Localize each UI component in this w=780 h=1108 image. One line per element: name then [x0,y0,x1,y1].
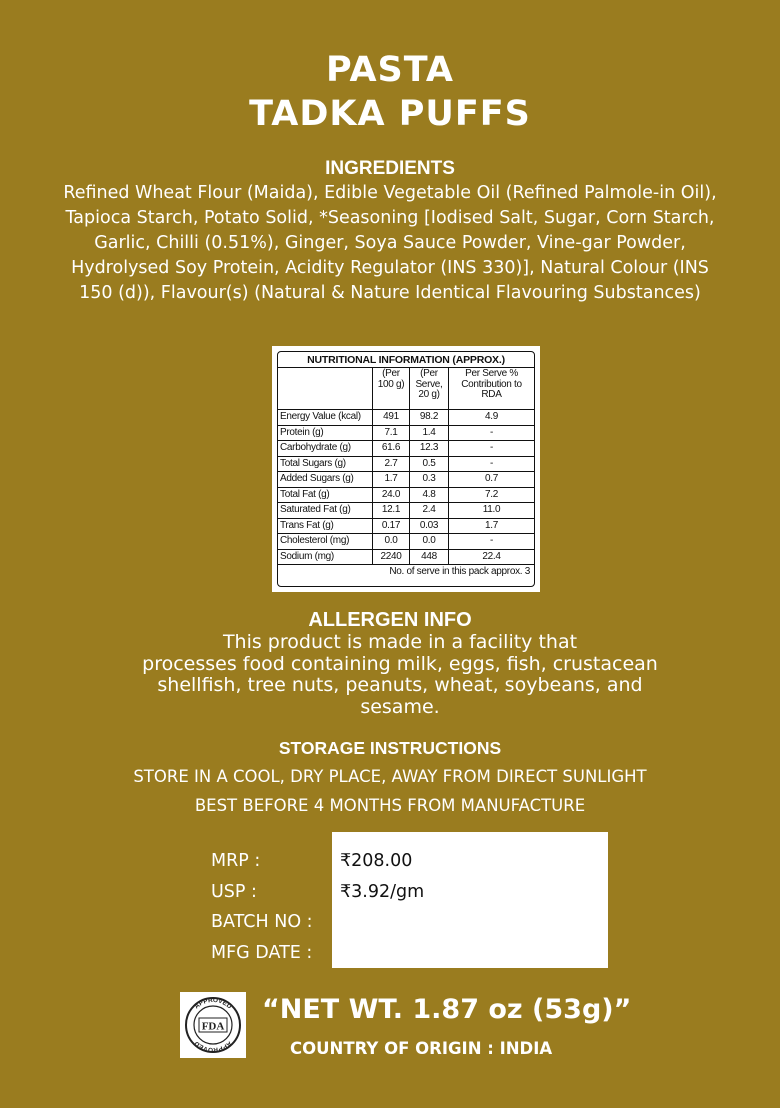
col-per-serve: (Per Serve, 20 g) [410,368,449,410]
product-title-line2: TADKA PUFFS [249,94,531,134]
rda-value: - [449,456,535,472]
usp-label: USP : [211,881,257,902]
rda-value: 1.7 [449,518,535,534]
per-100g-value: 2.7 [373,456,410,472]
rda-value: 7.2 [449,487,535,503]
nutrition-row [278,487,534,503]
nutrition-row [278,410,534,426]
per-serve-value: 0.0 [410,534,449,550]
allergen-line: sesame. [360,695,440,718]
per-100g-value: 0.17 [373,518,410,534]
per-serve-value: 448 [410,549,449,565]
rda-value: - [449,534,535,550]
storage-heading: STORAGE INSTRUCTIONS [278,738,502,758]
nutrition-table [278,368,534,565]
storage-line1: STORE IN A COOL, DRY PLACE, AWAY FROM DIRECT SUNLIGHT [133,767,647,786]
per-serve-value: 0.03 [410,518,449,534]
per-serve-value: 1.4 [410,425,449,441]
per-100g-value: 491 [373,410,410,426]
nutrient-name: Total Fat (g) [278,487,373,503]
per-100g-value: 0.0 [373,534,410,550]
rda-value: - [449,425,535,441]
nutrient-name: Trans Fat (g) [278,518,373,534]
nutrition-row [278,441,534,457]
nutrient-name: Energy Value (kcal) [278,410,373,426]
nutrient-name: Cholesterol (mg) [278,534,373,550]
rda-value: 0.7 [449,472,535,488]
fda-approved-badge [180,992,246,1058]
rda-value: 4.9 [449,410,535,426]
nutrition-row [278,503,534,519]
fda-seal-icon [180,992,246,1058]
nutrition-row [278,425,534,441]
per-100g-value: 2240 [373,549,410,565]
per-100g-value: 1.7 [373,472,410,488]
fda-bottom-text: APPROVED [193,1039,233,1054]
usp-value: ₹3.92/gm [340,881,425,902]
allergen-line: processes food containing milk, eggs, fish, crustacean [142,652,658,675]
mfg-date-label: MFG DATE : [211,942,313,963]
per-100g-value: 7.1 [373,425,410,441]
ingredients-text: Refined Wheat Flour (Maida), Edible Vegetable Oil (Refined Palmole-in Oil), Tapioca Starch, Potato Solid, *Seasoning [Iodised Salt, Sugar, Corn Starch, Garlic, Chilli (0.51%), Ginger, Soya Sauce Powder, Vine-gar Powder, Hydrolysed Soy Protein, Acidity Regulator (INS 330)], Natural Colour (INS 150 (d)), Flavour(s) (Natural & Nature Identical Flavouring Substances) [63,183,717,303]
nutrition-panel [272,346,540,592]
nutrition-row [278,456,534,472]
country-of-origin: COUNTRY OF ORIGIN : INDIA [290,1039,553,1058]
nutrient-name: Added Sugars (g) [278,472,373,488]
nutrition-row [278,472,534,488]
price-labels [211,846,313,968]
per-serve-value: 12.3 [410,441,449,457]
per-serve-value: 0.5 [410,456,449,472]
nutrition-footer: No. of serve in this pack approx. 3 [389,566,530,577]
mrp-label: MRP : [211,851,261,871]
nutrition-row [278,518,534,534]
nutrition-header-row [278,368,534,410]
allergen-text [90,632,710,718]
per-100g-value: 12.1 [373,503,410,519]
rda-value: - [449,441,535,457]
nutrient-name: Sodium (mg) [278,549,373,565]
nutrition-row [278,534,534,550]
per-100g-value: 24.0 [373,487,410,503]
nutrition-title: NUTRITIONAL INFORMATION (APPROX.) [278,352,534,368]
net-weight: “NET WT. 1.87 oz (53g)” [262,994,632,1025]
allergen-line: This product is made in a facility that [222,631,578,653]
ingredients-heading: INGREDIENTS [325,158,455,179]
per-serve-value: 2.4 [410,503,449,519]
storage-line2: BEST BEFORE 4 MONTHS FROM MANUFACTURE [194,796,586,815]
nutrient-name: Saturated Fat (g) [278,503,373,519]
nutrition-row [278,549,534,565]
per-100g-value: 61.6 [373,441,410,457]
allergen-heading: ALLERGEN INFO [308,609,472,631]
mrp-value: ₹208.00 [340,851,413,871]
per-serve-value: 98.2 [410,410,449,426]
rda-value: 22.4 [449,549,535,565]
product-title-line1: PASTA [326,50,454,90]
allergen-line: shellfish, tree nuts, peanuts, wheat, soybeans, and [157,674,643,696]
batch-label: BATCH NO : [211,912,313,932]
per-serve-value: 0.3 [410,472,449,488]
col-rda: Per Serve % Contribution to RDA [449,368,535,410]
rda-value: 11.0 [449,503,535,519]
price-values [340,846,424,907]
per-serve-value: 4.8 [410,487,449,503]
svg-text:APPROVED [193,1039,233,1053]
col-per-100g: (Per 100 g) [373,368,410,410]
nutrient-name: Protein (g) [278,425,373,441]
nutrient-name: Carbohydrate (g) [278,441,373,457]
fda-center-text: FDA [201,1020,225,1033]
nutrient-name: Total Sugars (g) [278,456,373,472]
svg-text:APPROVED [193,997,233,1011]
fda-top-text: APPROVED [193,996,233,1011]
